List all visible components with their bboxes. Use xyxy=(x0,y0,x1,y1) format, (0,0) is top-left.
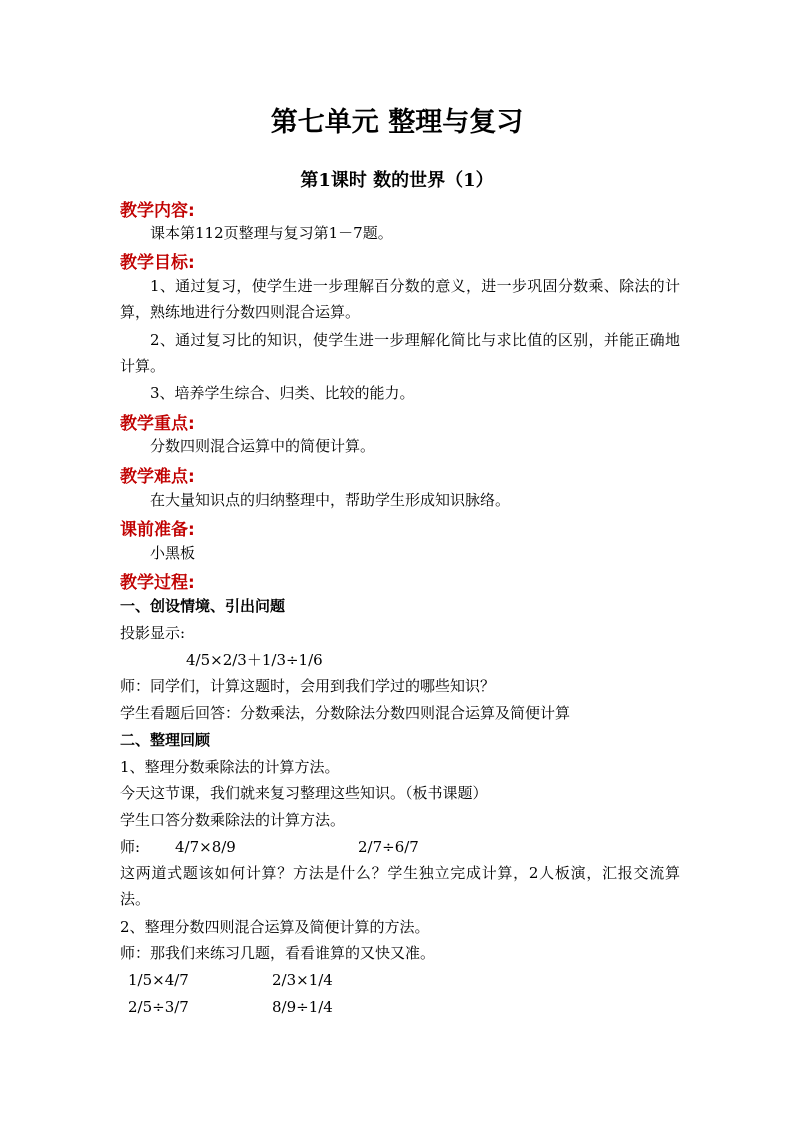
part1-title: 一、创设情境、引出问题 xyxy=(120,597,286,615)
today-text: 今天这节课，我们就来复习整理这些知识。（板书课题） xyxy=(120,784,488,802)
step-2: 2、整理分数四则混合运算及简便计算的方法。 xyxy=(120,918,430,936)
example-a: 4/7×8/9 xyxy=(175,838,236,856)
content-text: 课本第112页整理与复习第1－7题。 xyxy=(150,224,393,242)
prep-text: 小黑板 xyxy=(150,544,196,562)
heading-goals: 教学目标: xyxy=(120,253,195,273)
goal-item: 2、通过复习比的知识，使学生进一步理解化简比与求比值的区别，并能正确地计算。 xyxy=(120,331,680,375)
lesson-subtitle: 第1课时 数的世界（1） xyxy=(300,170,494,191)
exercise: 2/5÷3/7 xyxy=(128,998,189,1016)
student-answer-1: 学生看题后回答：分数乘法，分数除法分数四则混合运算及简便计算 xyxy=(120,704,571,722)
heading-process: 教学过程: xyxy=(120,573,195,593)
exercise: 2/3×1/4 xyxy=(272,971,333,989)
projection-label: 投影显示: xyxy=(120,624,186,642)
heading-key: 教学重点: xyxy=(120,414,195,434)
heading-prep: 课前准备: xyxy=(120,520,195,540)
example-b: 2/7÷6/7 xyxy=(358,838,419,856)
question-text: 这两道式题该如何计算？方法是什么？学生独立完成计算，2人板演，汇报交流算法。 xyxy=(120,864,680,908)
teacher-question-1: 师：同学们，计算这题时，会用到我们学过的哪些知识？ xyxy=(120,677,496,695)
goal-item: 3、培养学生综合、归类、比较的能力。 xyxy=(150,384,415,402)
expression: 4/5×2/3＋1/3÷1/6 xyxy=(186,651,323,669)
goal-item: 1、通过复习，使学生进一步理解百分数的意义，进一步巩固分数乘、除法的计算，熟练地进行分数四则混合运算。 xyxy=(120,277,680,321)
part2-title: 二、整理回顾 xyxy=(120,731,211,749)
teacher-question-2: 师：那我们来练习几题，看看谁算的又快又准。 xyxy=(120,944,436,962)
page-title: 第七单元 整理与复习 xyxy=(270,107,524,138)
key-text: 分数四则混合运算中的简便计算。 xyxy=(150,437,376,455)
exercise: 1/5×4/7 xyxy=(128,971,189,989)
heading-content: 教学内容: xyxy=(120,201,195,221)
teacher-prefix: 师: xyxy=(120,838,141,856)
step-1: 1、整理分数乘除法的计算方法。 xyxy=(120,758,340,776)
exercise: 8/9÷1/4 xyxy=(272,998,333,1016)
difficulty-text: 在大量知识点的归纳整理中，帮助学生形成知识脉络。 xyxy=(150,491,511,509)
heading-difficulty: 教学难点: xyxy=(120,467,195,487)
student-oral: 学生口答分数乘除法的计算方法。 xyxy=(120,811,346,829)
